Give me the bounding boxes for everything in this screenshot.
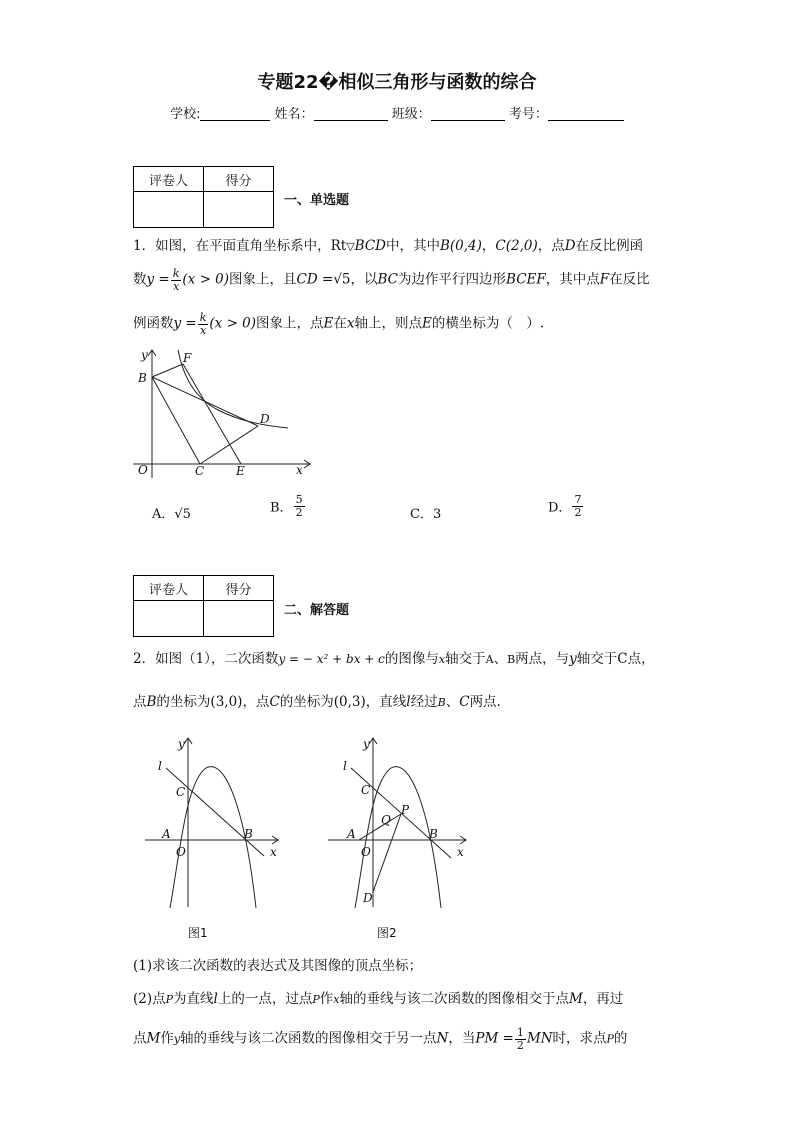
label-C: C	[361, 783, 371, 797]
q2-math: N	[436, 1030, 449, 1047]
label-D: D	[260, 412, 270, 426]
q2-text: 、	[493, 651, 508, 667]
q1-math: CD =	[296, 271, 334, 288]
q1-math: x	[346, 315, 355, 332]
option-A-label: A．	[152, 507, 175, 522]
q2-text: 上的一点，过点	[217, 991, 313, 1007]
score-header: 得分	[204, 576, 274, 601]
sqrt5: √5	[333, 271, 351, 288]
class-blank	[431, 106, 505, 121]
q1-text: 图象上，点	[256, 315, 324, 332]
q1-figure	[128, 340, 318, 480]
q2-math: A	[485, 653, 494, 666]
q1-text: ，	[481, 238, 496, 254]
reviewer-cell	[134, 601, 204, 637]
q2-math: B	[146, 694, 157, 710]
option-D[interactable]	[548, 494, 584, 518]
q2-math: B	[437, 696, 446, 709]
q2-text: ，当	[448, 1030, 476, 1047]
hyperbola-curve	[178, 350, 288, 428]
q2-math: MN	[526, 1030, 553, 1047]
q1-text: ，以	[350, 271, 378, 288]
page-title: 专题22�相似三角形与函数的综合	[257, 72, 537, 93]
q2-text: 点	[133, 1030, 147, 1047]
q1-math: BC	[377, 271, 399, 288]
q2-math: M	[568, 991, 583, 1007]
reviewer-header: 评卷人	[134, 576, 204, 601]
q2-math: y = − x² + bx + c	[278, 652, 385, 666]
q2-sub-2-line-2	[133, 1027, 627, 1051]
q2-math: (3,0)	[210, 694, 243, 710]
q1-line-1: 1．如图，在平面直角坐标系中，Rt▽BCD中，其中B(0,4)，C(2,0)，点D在反比例函	[133, 238, 644, 254]
q2-text: 、	[445, 694, 460, 710]
segment-BF	[152, 364, 183, 377]
label-P: P	[401, 803, 410, 817]
q2-math: C	[617, 651, 628, 667]
q2-line-1	[133, 653, 655, 667]
label-y: y	[178, 737, 185, 751]
segment-AP	[359, 814, 401, 840]
label-l: l	[158, 759, 162, 773]
q2-math: x	[438, 653, 446, 666]
q2-math: B	[507, 653, 516, 666]
q2-text: 2．如图（1），二次函数	[133, 651, 279, 667]
q2-math: P	[312, 993, 320, 1006]
label-F: F	[183, 351, 192, 365]
q2-text: 两点，与	[515, 651, 570, 667]
number-label: 考号：	[508, 107, 548, 122]
label-y: y	[141, 348, 148, 362]
label-A: A	[162, 827, 171, 841]
q1-math: E	[323, 315, 334, 332]
q1-math: F	[599, 271, 610, 288]
label-D: D	[363, 891, 373, 905]
q1-math: D	[564, 238, 576, 254]
label-B: B	[138, 371, 147, 385]
option-A-value: √5	[174, 507, 191, 522]
q1-text: BCD	[354, 238, 386, 254]
q2-figure-1	[140, 732, 285, 912]
q2-text: 轴交于	[445, 651, 486, 667]
q2-math: P	[606, 1032, 614, 1046]
label-E: E	[236, 464, 245, 478]
label-A: A	[347, 827, 356, 841]
q1-math: y =	[146, 271, 170, 288]
q1-text: 1．如图，在平面直角坐标系中，Rt	[133, 238, 347, 254]
q1-math: BCEF	[506, 271, 546, 288]
q2-text: ，点	[242, 694, 270, 710]
q2-math: M	[146, 1030, 161, 1047]
label-O: O	[176, 845, 186, 859]
reviewer-header: 评卷人	[134, 167, 204, 192]
option-C[interactable]: C．3	[410, 507, 442, 522]
figure-2-caption: 图2	[377, 926, 397, 940]
q2-text: 为直线	[173, 991, 214, 1007]
segment-BD	[152, 377, 258, 426]
q2-text: 轴的垂线与该二次函数的图像相交于另一点	[180, 1030, 437, 1047]
label-O: O	[361, 845, 371, 859]
q1-text: 在	[333, 315, 347, 332]
q2-text: ，直线	[365, 694, 407, 710]
q1-math: B(0,4)	[439, 238, 482, 254]
label-l: l	[343, 759, 347, 773]
label-B: B	[429, 827, 438, 841]
q2-math: (0,3)	[333, 694, 366, 710]
q2-sub-2-line-1	[133, 993, 623, 1007]
label-Q: Q	[381, 813, 391, 827]
q2-figure-2	[323, 732, 473, 912]
label-C: C	[176, 785, 186, 799]
q1-text: 在反比例函	[575, 238, 644, 254]
q2-text: 经过	[410, 694, 438, 710]
score-cell	[204, 192, 274, 228]
label-x: x	[270, 845, 277, 859]
label-x: x	[296, 463, 303, 477]
q2-text: 作	[319, 991, 334, 1007]
score-cell	[204, 601, 274, 637]
half-fraction: $\frac{1}{2}$	[516, 1026, 524, 1052]
q2-line-2	[133, 696, 501, 710]
name-label: 姓名：	[274, 107, 314, 122]
q2-text: 的图像与	[384, 651, 439, 667]
q2-text: 轴的垂线与该二次函数的图像相交于点	[339, 991, 569, 1007]
q2-text: 轴交于	[576, 651, 618, 667]
q1-text: 的横坐标为（ ）.	[431, 315, 545, 332]
q1-math: C(2,0)	[495, 238, 538, 254]
label-B: B	[244, 827, 253, 841]
q1-math: (x > 0)	[182, 271, 230, 288]
q1-text: 中，其中	[385, 238, 440, 254]
score-table-2	[133, 575, 274, 637]
q1-math: y =	[173, 315, 197, 332]
name-blank	[314, 106, 388, 121]
q1-math: E	[422, 315, 432, 332]
score-header: 得分	[204, 167, 274, 192]
q2-text: 点，	[627, 651, 655, 667]
option-D-fraction: $\frac{7}{2}$	[574, 493, 582, 519]
figure-1-caption: 图1	[188, 926, 208, 940]
section-2-heading: 二、解答题	[284, 603, 350, 618]
q1-text: 图象上，且	[229, 271, 297, 288]
q2-text: 的	[613, 1030, 628, 1047]
k-over-x-fraction: $\frac{k}{x}$	[199, 311, 207, 337]
q2-math: l	[406, 694, 411, 710]
k-over-x-fraction: $\frac{k}{x}$	[172, 267, 180, 293]
school-blank	[200, 106, 270, 121]
q1-text: 例函数	[133, 315, 174, 332]
q2-text: 作	[160, 1030, 174, 1047]
q1-text: 在反比	[609, 271, 650, 288]
q1-text: ，点	[537, 238, 565, 254]
q2-text: (2)点	[133, 991, 166, 1007]
q2-math: l	[213, 991, 218, 1007]
option-B-label: B．	[270, 500, 293, 516]
class-label: 班级：	[391, 107, 431, 122]
student-info-line	[0, 103, 794, 122]
label-y: y	[363, 737, 370, 751]
school-label: 学校:	[170, 107, 201, 122]
label-x: x	[457, 845, 464, 859]
q2-sub-1: (1)求该二次函数的表达式及其图像的顶点坐标；	[133, 958, 423, 974]
q2-text: ，再过	[582, 991, 624, 1007]
q2-text: 两点.	[469, 694, 501, 710]
segment-CD	[200, 426, 258, 464]
option-A[interactable]	[152, 503, 191, 522]
option-B[interactable]	[270, 494, 306, 518]
number-blank	[548, 106, 624, 121]
label-O: O	[138, 463, 148, 477]
q2-text: 的坐标为	[279, 694, 334, 710]
q1-text: 为边作平行四边形	[398, 271, 507, 288]
q2-text: 点	[133, 694, 147, 710]
q2-math: P	[165, 993, 174, 1006]
q1-text: 数	[133, 271, 147, 288]
label-C: C	[195, 464, 205, 478]
q1-line-2	[133, 268, 650, 292]
q2-math: y	[569, 651, 577, 667]
q2-text: 的坐标为	[156, 694, 211, 710]
q2-math: C	[459, 694, 470, 710]
q1-text: ，其中点	[545, 271, 600, 288]
score-table-1	[133, 166, 274, 228]
reviewer-cell	[134, 192, 204, 228]
q1-line-3	[133, 312, 544, 336]
q2-math: PM =	[475, 1030, 514, 1047]
option-B-fraction: $\frac{5}{2}$	[295, 493, 303, 519]
q2-text: 时，求点	[552, 1030, 607, 1047]
q1-math: (x > 0)	[209, 315, 257, 332]
q2-math: y	[173, 1032, 181, 1046]
q2-math: x	[333, 993, 340, 1006]
q2-math: C	[269, 694, 280, 710]
q1-text: 轴上，则点	[354, 315, 423, 332]
segment-BC	[152, 377, 200, 464]
section-1-heading: 一、单选题	[284, 193, 350, 208]
option-D-label: D．	[548, 500, 572, 516]
